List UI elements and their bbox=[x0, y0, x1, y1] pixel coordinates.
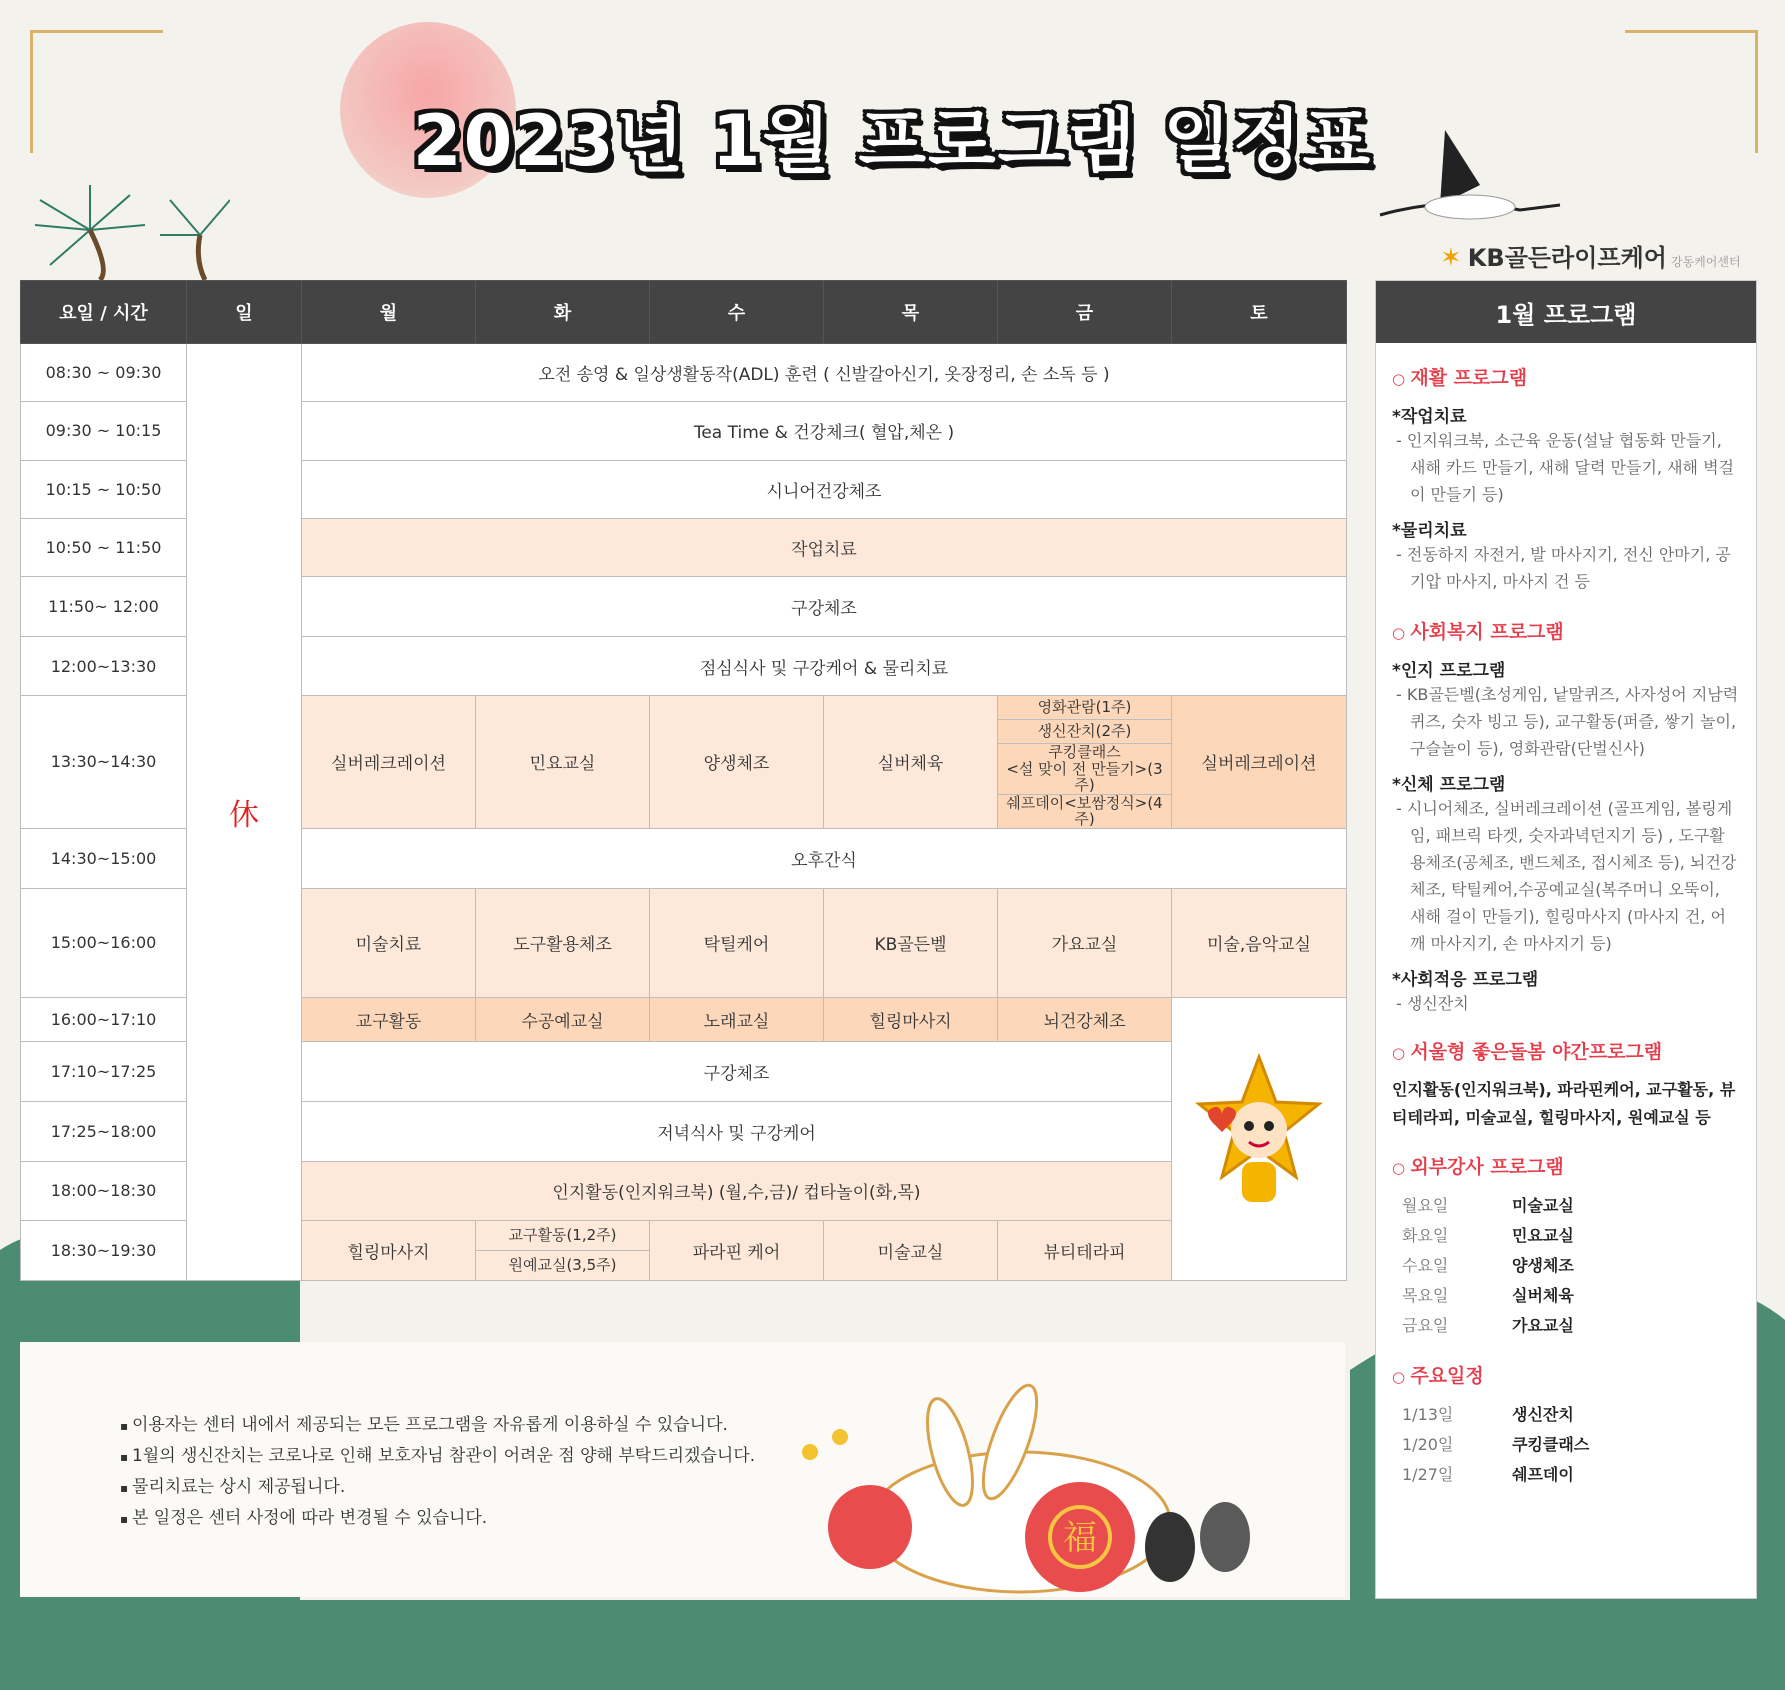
list-item bbox=[1392, 1191, 1740, 1221]
item-body: - 인지워크북, 소근육 운동(설날 협동화 만들기, 새해 카드 만들기, 새해 달력 만들기, 새해 벽걸이 만들기 등) bbox=[1396, 431, 1734, 504]
program-label: 가요교실 bbox=[1512, 1316, 1574, 1335]
program-cell: 미술치료 bbox=[302, 888, 476, 997]
time-cell: 13:30~14:30 bbox=[21, 696, 187, 828]
list-item bbox=[1392, 1221, 1740, 1251]
day-label: 금요일 bbox=[1402, 1316, 1449, 1335]
program-cell: 구강체조 bbox=[302, 1042, 1172, 1102]
header-row bbox=[21, 281, 1347, 344]
program-cell: 힐링마사지 bbox=[824, 998, 998, 1042]
program-label: 양생체조 bbox=[1512, 1256, 1574, 1275]
item-heading: *물리치료 bbox=[1392, 521, 1467, 541]
program-label: 실버체육 bbox=[1512, 1286, 1574, 1305]
header-sat: 토 bbox=[1172, 281, 1347, 344]
list-item bbox=[1392, 1281, 1740, 1311]
list-item bbox=[1392, 1251, 1740, 1281]
time-cell: 09:30 ~ 10:15 bbox=[21, 402, 187, 460]
event-label: 쉐프데이 bbox=[1512, 1465, 1574, 1484]
section-social bbox=[1392, 617, 1740, 1017]
time-cell: 15:00~16:00 bbox=[21, 888, 187, 997]
section-title: ○ 서울형 좋은돌봄 야간프로그램 bbox=[1392, 1037, 1740, 1064]
program-panel bbox=[1375, 280, 1757, 1599]
time-cell: 10:15 ~ 10:50 bbox=[21, 460, 187, 518]
time-cell: 17:25~18:00 bbox=[21, 1102, 187, 1161]
note-item: ▪ 이용자는 센터 내에서 제공되는 모든 프로그램을 자유롭게 이용하실 수 있습니다. bbox=[120, 1410, 1345, 1441]
sunday-closed: 休 bbox=[187, 344, 302, 1281]
time-cell: 11:50~ 12:00 bbox=[21, 576, 187, 636]
time-cell: 18:00~18:30 bbox=[21, 1161, 187, 1220]
stack-item: 쿠킹클래스 <설 맞이 전 만들기>(3주) bbox=[998, 744, 1171, 795]
notes-box bbox=[20, 1342, 1345, 1597]
item-heading: *작업치료 bbox=[1392, 407, 1467, 427]
program-cell: 점심식사 및 구강케어 & 물리치료 bbox=[302, 637, 1347, 696]
day-label: 화요일 bbox=[1402, 1226, 1449, 1245]
program-cell: 실버레크레이션 bbox=[1172, 696, 1347, 828]
stack-item: 생신잔치(2주) bbox=[998, 720, 1171, 744]
header-time: 요일 / 시간 bbox=[21, 281, 187, 344]
day-label: 월요일 bbox=[1402, 1196, 1449, 1215]
event-label: 생신잔치 bbox=[1512, 1405, 1574, 1424]
stack-item: 원예교실(3,5주) bbox=[508, 1256, 617, 1275]
program-cell: 도구활용체조 bbox=[476, 888, 650, 997]
program-cell: 실버레크레이션 bbox=[302, 696, 476, 828]
header-wed: 수 bbox=[650, 281, 824, 344]
brand-sub: 강동케어센터 bbox=[1670, 255, 1741, 269]
item-heading: *인지 프로그램 bbox=[1392, 661, 1506, 681]
item-heading: *사회적응 프로그램 bbox=[1392, 970, 1539, 990]
rabbit-illustration bbox=[770, 1372, 1330, 1597]
schedule-table bbox=[20, 280, 1347, 1281]
mascot-cell bbox=[1172, 998, 1347, 1281]
item-body: - 시니어체조, 실버레크레이션 (골프게임, 볼링게임, 패브릭 타겟, 숫자과녁던지기 등) , 도구활용체조(공체조, 밴드체조, 접시체조 등), 뇌건강체조, 탁틸케어,수공예교실(복주머니 오뚝이, 새해 걸이 만들기), 힐링마사지 (마사지 건, 어깨 마사지기, 손 마사지기 등) bbox=[1396, 799, 1737, 953]
event-label: 쿠킹클래스 bbox=[1512, 1435, 1590, 1454]
program-cell: 뇌건강체조 bbox=[998, 998, 1172, 1042]
program-label: 미술교실 bbox=[1512, 1196, 1574, 1215]
header-fri: 금 bbox=[998, 281, 1172, 344]
section-title: ○ 주요일정 bbox=[1392, 1361, 1740, 1388]
tuesday-program-stack bbox=[476, 1220, 650, 1280]
list-item bbox=[1392, 1400, 1740, 1430]
section-title: ○ 사회복지 프로그램 bbox=[1392, 617, 1740, 644]
program-cell: 작업치료 bbox=[302, 518, 1347, 576]
time-cell: 16:00~17:10 bbox=[21, 998, 187, 1042]
item-body: - 전동하지 자전거, 발 마사지기, 전신 안마기, 공기압 마사지, 마사지 건 등 bbox=[1396, 545, 1731, 591]
program-cell: 양생체조 bbox=[650, 696, 824, 828]
section-external bbox=[1392, 1152, 1740, 1341]
time-cell: 17:10~17:25 bbox=[21, 1042, 187, 1102]
program-cell: 미술,음악교실 bbox=[1172, 888, 1347, 997]
header-mon: 월 bbox=[302, 281, 476, 344]
program-cell: 미술교실 bbox=[824, 1220, 998, 1280]
note-item: ▪ 물리치료는 상시 제공됩니다. bbox=[120, 1472, 1345, 1503]
header-sun: 일 bbox=[187, 281, 302, 344]
section-title: ○ 재활 프로그램 bbox=[1392, 363, 1740, 390]
list-item bbox=[1392, 1311, 1740, 1341]
stack-item: 쉐프데이<보쌈정식>(4주) bbox=[1006, 793, 1163, 829]
pine-branch-decoration bbox=[30, 180, 230, 280]
program-cell: 실버체육 bbox=[824, 696, 998, 828]
star-mascot-icon bbox=[1194, 1052, 1324, 1222]
program-cell: 힐링마사지 bbox=[302, 1220, 476, 1280]
section-rehab bbox=[1392, 363, 1740, 595]
time-cell: 14:30~15:00 bbox=[21, 828, 187, 888]
date-label: 1/27일 bbox=[1402, 1465, 1454, 1484]
date-label: 1/20일 bbox=[1402, 1435, 1454, 1454]
friday-program-stack bbox=[998, 696, 1172, 828]
program-cell: Tea Time & 건강체크( 혈압,체온 ) bbox=[302, 402, 1347, 460]
program-cell: 가요교실 bbox=[998, 888, 1172, 997]
program-cell: 구강체조 bbox=[302, 576, 1347, 636]
stack-item: 영화관람(1주) bbox=[998, 696, 1171, 720]
stack-item: 교구활동(1,2주) bbox=[476, 1221, 649, 1251]
date-label: 1/13일 bbox=[1402, 1405, 1454, 1424]
program-cell: 오전 송영 & 일상생활동작(ADL) 훈련 ( 신발갈아신기, 옷장정리, 손 소독 등 ) bbox=[302, 344, 1347, 402]
item-heading: *신체 프로그램 bbox=[1392, 775, 1506, 795]
list-item bbox=[1392, 1430, 1740, 1460]
time-cell: 10:50 ~ 11:50 bbox=[21, 518, 187, 576]
section-night bbox=[1392, 1037, 1740, 1132]
fortune-char: 福 bbox=[1063, 1518, 1097, 1558]
program-cell: 교구활동 bbox=[302, 998, 476, 1042]
program-cell: 파라핀 케어 bbox=[650, 1220, 824, 1280]
program-cell: 노래교실 bbox=[650, 998, 824, 1042]
time-cell: 08:30 ~ 09:30 bbox=[21, 344, 187, 402]
program-cell: 인지활동(인지워크북) (월,수,금)/ 컵타놀이(화,목) bbox=[302, 1161, 1172, 1220]
list-item bbox=[1392, 1460, 1740, 1490]
page-title: 2023년 1월 프로그램 일정표 bbox=[412, 100, 1373, 182]
kb-star-icon: ✶ bbox=[1440, 243, 1462, 273]
day-label: 목요일 bbox=[1402, 1286, 1449, 1305]
program-cell: 수공예교실 bbox=[476, 998, 650, 1042]
panel-title: 1월 프로그램 bbox=[1376, 281, 1756, 343]
header-tue: 화 bbox=[476, 281, 650, 344]
time-cell: 12:00~13:30 bbox=[21, 637, 187, 696]
item-body: - 생신잔치 bbox=[1396, 994, 1469, 1013]
time-cell: 18:30~19:30 bbox=[21, 1220, 187, 1280]
program-cell: 오후간식 bbox=[302, 828, 1347, 888]
note-item: ▪ 본 일정은 센터 사정에 따라 변경될 수 있습니다. bbox=[120, 1503, 1345, 1534]
program-cell: KB골든벨 bbox=[824, 888, 998, 997]
program-label: 민요교실 bbox=[1512, 1226, 1574, 1245]
brand-logo bbox=[1440, 238, 1741, 273]
item-body: - KB골든벨(초성게임, 낱말퀴즈, 사자성어 지남력 퀴즈, 숫자 빙고 등), 교구활동(퍼즐, 쌓기 놀이, 구슬놀이 등), 영화관람(단벌신사) bbox=[1396, 685, 1739, 758]
program-cell: 뷰티테라피 bbox=[998, 1220, 1172, 1280]
note-item: ▪ 1월의 생신잔치는 코로나로 인해 보호자님 참관이 어려운 점 양해 부탁드리겠습니다. bbox=[120, 1441, 1345, 1472]
brand-name: KB골든라이프케어 bbox=[1467, 244, 1667, 272]
header-thu: 목 bbox=[824, 281, 998, 344]
program-cell: 시니어건강체조 bbox=[302, 460, 1347, 518]
program-cell: 민요교실 bbox=[476, 696, 650, 828]
program-cell: 탁틸케어 bbox=[650, 888, 824, 997]
program-cell: 저녁식사 및 구강케어 bbox=[302, 1102, 1172, 1161]
day-label: 수요일 bbox=[1402, 1256, 1449, 1275]
table-row bbox=[21, 344, 1347, 402]
section-text: 인지활동(인지워크북), 파라핀케어, 교구활동, 뷰티테라피, 미술교실, 힐링마사지, 원예교실 등 bbox=[1392, 1080, 1736, 1127]
section-title: ○ 외부강사 프로그램 bbox=[1392, 1152, 1740, 1179]
section-schedule bbox=[1392, 1361, 1740, 1490]
